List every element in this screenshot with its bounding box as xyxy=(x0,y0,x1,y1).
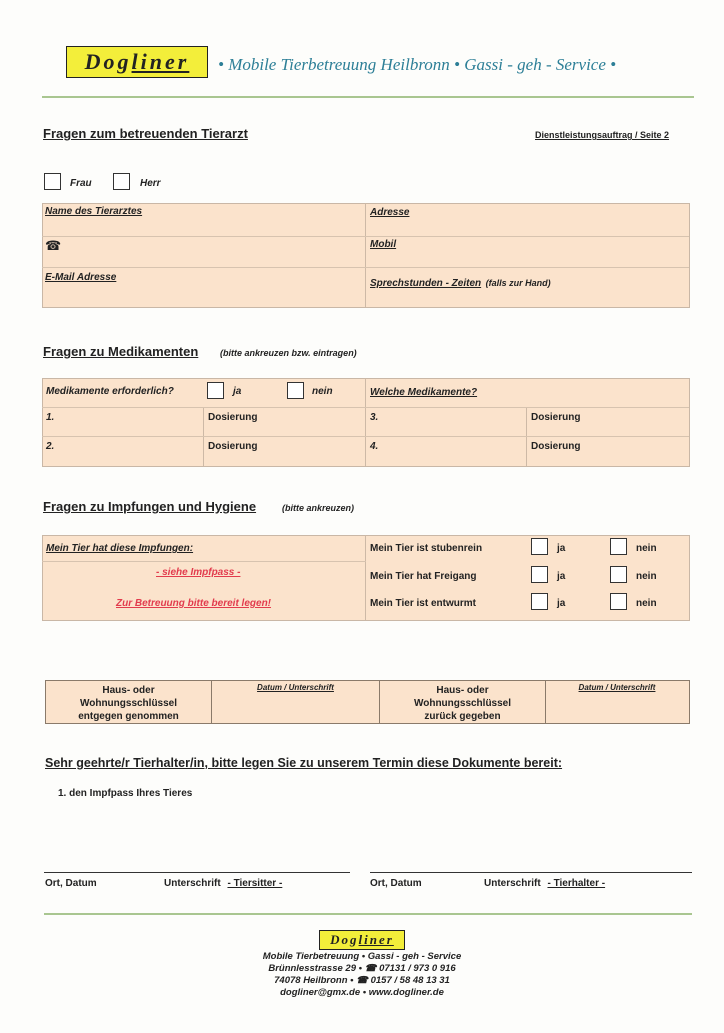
owner-role: - Tierhalter - xyxy=(547,878,606,889)
vet-section-title: Fragen zum betreuenden Tierarzt xyxy=(43,126,248,141)
documents-item-1: 1. den Impfpass Ihres Tieres xyxy=(58,788,193,799)
meds-dose-3: Dosierung xyxy=(531,412,581,423)
keys-received-cell xyxy=(46,684,211,723)
owner-place-date: Ort, Datum xyxy=(370,878,422,889)
label-frau: Frau xyxy=(70,178,92,189)
q-dewormed: Mein Tier ist entwurmt xyxy=(370,598,476,609)
footer-line-2: Brünnlesstrasse 29 • ☎ 07131 / 973 0 916 xyxy=(268,963,456,974)
owner-signature-label: Unterschrift xyxy=(484,878,541,889)
keys-received-line1: Haus- oder xyxy=(102,685,155,696)
label-housetrained-no: nein xyxy=(636,543,657,554)
vacc-ready-note: Zur Betreuung bitte bereit legen! xyxy=(116,598,272,609)
label-housetrained-yes: ja xyxy=(557,543,566,554)
vet-hours-note: (falls zur Hand) xyxy=(485,278,551,288)
header-tagline: • Mobile Tierbetreuung Heilbronn • Gassi - geh - Service • xyxy=(218,55,617,74)
footer-rule xyxy=(44,913,692,915)
owner-signature xyxy=(484,878,605,889)
vet-row-divider-1 xyxy=(42,236,689,237)
keys-received-date-signature: Datum / Unterschrift xyxy=(257,683,334,692)
meds-col-divider-main xyxy=(365,378,366,466)
keys-received-line3: entgegen genommen xyxy=(78,711,179,722)
meds-row-divider-1 xyxy=(42,407,689,408)
vacc-label: Mein Tier hat diese Impfungen: xyxy=(46,543,194,554)
checkbox-herr[interactable] xyxy=(113,173,130,190)
label-herr: Herr xyxy=(140,178,161,189)
meds-section-title: Fragen zu Medikamenten xyxy=(43,344,199,359)
meds-which-label: Welche Medikamente? xyxy=(370,387,478,398)
vacc-col-divider xyxy=(365,535,366,620)
label-outdoor-no: nein xyxy=(636,571,657,582)
meds-item-2: 2. xyxy=(46,441,55,452)
q-housetrained: Mein Tier ist stubenrein xyxy=(370,543,483,554)
keys-returned-line3: zurück gegeben xyxy=(424,711,501,722)
vet-email-label: E-Mail Adresse xyxy=(45,272,117,283)
footer-logo-text-dog: Dog xyxy=(330,932,359,947)
vacc-section-title: Fragen zu Impfungen und Hygiene xyxy=(43,499,257,514)
footer-logo-text-liner: liner xyxy=(358,932,394,947)
vet-address-label: Adresse xyxy=(370,207,410,218)
sitter-signature xyxy=(164,878,282,889)
checkbox-outdoor-no[interactable] xyxy=(610,566,627,583)
vacc-see-pass: - siehe Impfpass - xyxy=(156,567,241,578)
phone-icon: ☎ xyxy=(45,238,62,253)
sitter-signature-label: Unterschrift xyxy=(164,878,221,889)
vet-row-divider-2 xyxy=(42,267,689,268)
vacc-section-note: (bitte ankreuzen) xyxy=(282,503,355,513)
page-reference: Dienstleistungsauftrag / Seite 2 xyxy=(535,130,670,140)
logo-text-dog: Dog xyxy=(84,49,132,74)
header-rule xyxy=(42,96,694,98)
vet-mobile-label: Mobil xyxy=(370,239,397,250)
q-outdoor: Mein Tier hat Freigang xyxy=(370,571,477,582)
sitter-place-date: Ort, Datum xyxy=(45,878,97,889)
checkbox-housetrained-yes[interactable] xyxy=(531,538,548,555)
label-dewormed-yes: ja xyxy=(557,598,566,609)
keys-returned-date-signature: Datum / Unterschrift xyxy=(578,683,656,692)
vet-hours-label: Sprechstunden - Zeiten xyxy=(370,278,482,289)
keys-returned-line1: Haus- oder xyxy=(436,685,489,696)
meds-item-3: 3. xyxy=(370,412,379,423)
documents-heading: Sehr geehrte/r Tierhalter/in, bitte legen Sie zu unserem Termin diese Dokumente bereit: xyxy=(45,756,563,770)
vet-hours xyxy=(370,273,551,291)
checkbox-outdoor-yes[interactable] xyxy=(531,566,548,583)
vet-name-label: Name des Tierarztes xyxy=(45,206,143,217)
meds-dose-1: Dosierung xyxy=(208,412,258,423)
keys-returned-line2: Wohnungsschlüssel xyxy=(413,698,512,709)
checkbox-dewormed-no[interactable] xyxy=(610,593,627,610)
footer-line-4: dogliner@gmx.de • www.dogliner.de xyxy=(280,987,444,998)
meds-item-4: 4. xyxy=(370,441,379,452)
meds-required-label: Medikamente erforderlich? xyxy=(46,386,174,397)
meds-section-note: (bitte ankreuzen bzw. eintragen) xyxy=(220,348,357,358)
footer-address xyxy=(230,951,494,999)
label-outdoor-yes: ja xyxy=(557,571,566,582)
label-meds-yes: ja xyxy=(233,386,242,397)
checkbox-dewormed-yes[interactable] xyxy=(531,593,548,610)
meds-row-divider-2 xyxy=(42,436,689,437)
checkbox-housetrained-no[interactable] xyxy=(610,538,627,555)
header-logo xyxy=(66,46,208,78)
footer-line-3: 74078 Heilbronn • ☎ 0157 / 58 48 13 31 xyxy=(274,975,450,986)
meds-dose-4: Dosierung xyxy=(531,441,581,452)
sitter-role: - Tiersitter - xyxy=(227,878,283,889)
logo-text-liner: liner xyxy=(131,49,190,74)
keys-received-line2: Wohnungsschlüssel xyxy=(79,698,178,709)
vet-col-divider xyxy=(365,203,366,307)
signature-line-sitter xyxy=(44,872,350,873)
checkbox-meds-yes[interactable] xyxy=(207,382,224,399)
keys-returned-cell xyxy=(380,684,545,723)
meds-item-1: 1. xyxy=(46,412,55,423)
vet-form-table xyxy=(42,203,690,308)
footer-logo xyxy=(319,930,405,950)
meds-dose-2: Dosierung xyxy=(208,441,258,452)
vacc-row-divider-left xyxy=(42,561,366,562)
label-dewormed-no: nein xyxy=(636,598,657,609)
footer-line-1: Mobile Tierbetreuung • Gassi - geh - Service xyxy=(262,951,462,962)
signature-line-owner xyxy=(370,872,692,873)
checkbox-meds-no[interactable] xyxy=(287,382,304,399)
label-meds-no: nein xyxy=(312,386,333,397)
checkbox-frau[interactable] xyxy=(44,173,61,190)
